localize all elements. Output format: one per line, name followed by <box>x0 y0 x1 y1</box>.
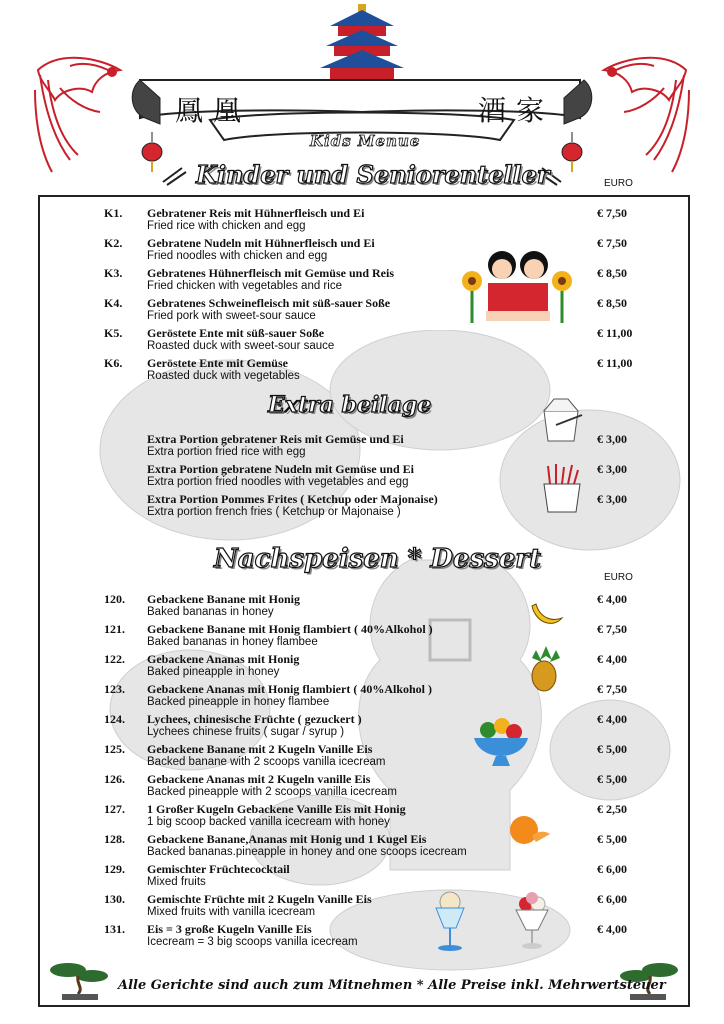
item-name-english: Roasted duck with vegetables <box>147 370 300 382</box>
item-price: € 7,50 <box>597 682 627 696</box>
menu-item <box>0 236 724 266</box>
item-price: € 3,00 <box>597 492 627 506</box>
menu-item <box>0 832 724 862</box>
extra-section-title: Extra beilage <box>268 392 432 418</box>
item-name-english: Baked bananas in honey flambee <box>147 636 318 648</box>
dessert-section-title: Nachspeisen * Dessert <box>214 544 541 574</box>
item-name-german: Gebackene Ananas mit 2 Kugeln vanille Eis <box>147 772 371 786</box>
item-name-english: Backed pineapple with 2 scoops vanilla icecream <box>147 786 397 798</box>
bonsai-left-icon <box>48 958 114 1002</box>
item-name-german: Gebackene Banane mit 2 Kugeln Vanille Eis <box>147 742 373 756</box>
menu-item <box>0 862 724 892</box>
item-name-english: Backed banane with 2 scoops vanilla icecream <box>147 756 386 768</box>
item-price: € 3,00 <box>597 462 627 476</box>
item-price: € 7,50 <box>597 206 627 220</box>
menu-item <box>0 592 724 622</box>
item-name-german: Lychees, chinesische Früchte ( gezuckert ) <box>147 712 362 726</box>
item-number: 123. <box>104 682 125 696</box>
item-name-english: Extra portion fried rice with egg <box>147 446 306 458</box>
item-name-german: Gebratenes Schweinefleisch mit süß-sauer Soße <box>147 296 391 310</box>
item-name-german: Geröstete Ente mit Gemüse <box>147 356 288 370</box>
item-price: € 8,50 <box>597 266 627 280</box>
takeout-box-icon <box>536 395 586 443</box>
menu-item <box>0 892 724 922</box>
menu-item <box>0 266 724 296</box>
item-number: 128. <box>104 832 125 846</box>
item-name-german: Gebackene Banane mit Honig <box>147 592 301 606</box>
menu-item <box>0 326 724 356</box>
item-number: K5. <box>104 326 123 340</box>
currency-label-dessert: EURO <box>604 572 633 583</box>
item-name-english: Extra portion french fries ( Ketchup or Majonaise ) <box>147 506 401 518</box>
item-name-english: Roasted duck with sweet-sour sauce <box>147 340 335 352</box>
item-price: € 11,00 <box>597 326 633 340</box>
chopsticks-left-icon <box>163 168 186 185</box>
item-price: € 7,50 <box>597 236 627 250</box>
chinese-name-left: 鳳凰 <box>175 94 252 127</box>
pineapple-icon <box>522 642 570 694</box>
item-name-english: 1 big scoop backed vanilla icecream with honey <box>147 816 390 828</box>
item-number: 120. <box>104 592 125 606</box>
phoenix-right-icon <box>604 58 689 172</box>
item-name-german: Gebackene Banane mit Honig flambiert ( 40%Alkohol ) <box>147 622 433 636</box>
item-name-german: Extra Portion gebratener Reis mit Gemüse und Ei <box>147 432 404 446</box>
item-name-german: Gebackene Ananas mit Honig <box>147 652 300 666</box>
sundae-icon <box>430 888 470 954</box>
phoenix-left-icon <box>35 58 120 172</box>
item-number: K1. <box>104 206 123 220</box>
item-price: € 5,00 <box>597 772 627 786</box>
menu-item <box>0 432 724 462</box>
kinder-section-title: Kinder und Seniorenteller <box>196 160 550 189</box>
lantern-left-icon <box>142 132 162 172</box>
item-number: 124. <box>104 712 125 726</box>
item-name-german: Gebratener Reis mit Hühnerfleisch und Ei <box>147 206 365 220</box>
item-name-english: Lychees chinese fruits ( sugar / syrup ) <box>147 726 345 738</box>
item-price: € 4,00 <box>597 922 627 936</box>
menu-item <box>0 922 724 952</box>
item-name-german: 1 Großer Kugeln Gebackene Vanille Eis mit Honig <box>147 802 406 816</box>
item-name-german: Extra Portion gebratene Nudeln mit Gemüse und Ei <box>147 462 414 476</box>
item-price: € 5,00 <box>597 742 627 756</box>
item-price: € 11,00 <box>597 356 633 370</box>
item-name-german: Gebackene Ananas mit Honig flambiert ( 40%Alkohol ) <box>147 682 433 696</box>
item-name-english: Baked bananas in honey <box>147 606 274 618</box>
item-number: 129. <box>104 862 125 876</box>
footer-note: Alle Gerichte sind auch zum Mitnehmen * Alle Preise inkl. Mehrwertsteuer <box>118 978 666 993</box>
item-number: K2. <box>104 236 123 250</box>
menu-item <box>0 296 724 326</box>
fruit-bowl-icon <box>470 716 532 768</box>
item-price: € 4,00 <box>597 652 627 666</box>
item-number: 126. <box>104 772 125 786</box>
item-name-english: Mixed fruits with vanilla icecream <box>147 906 316 918</box>
menu-item <box>0 682 724 712</box>
item-number: 122. <box>104 652 125 666</box>
item-name-english: Backed bananas.pineapple in honey and one scoops icecream <box>147 846 467 858</box>
menu-item <box>0 742 724 772</box>
item-name-english: Mixed fruits <box>147 876 206 888</box>
menu-item <box>0 492 724 522</box>
item-number: 121. <box>104 622 125 636</box>
item-name-english: Fried rice with chicken and egg <box>147 220 306 232</box>
item-price: € 8,50 <box>597 296 627 310</box>
item-name-german: Eis = 3 große Kugeln Vanille Eis <box>147 922 312 936</box>
item-number: 130. <box>104 892 125 906</box>
item-name-german: Gemischte Früchte mit 2 Kugeln Vanille Eis <box>147 892 372 906</box>
item-number: K6. <box>104 356 123 370</box>
item-name-english: Fried noodles with chicken and egg <box>147 250 328 262</box>
item-price: € 5,00 <box>597 832 627 846</box>
menu-item <box>0 206 724 236</box>
item-number: K3. <box>104 266 123 280</box>
menu-item <box>0 652 724 682</box>
menu-title: Kids Menue <box>310 132 421 150</box>
banana-icon <box>528 596 564 630</box>
item-price: € 7,50 <box>597 622 627 636</box>
item-name-german: Extra Portion Pommes Frites ( Ketchup oder Majonaise) <box>147 492 438 506</box>
french-fries-icon <box>540 462 584 514</box>
item-name-german: Geröstete Ente mit süß-sauer Soße <box>147 326 325 340</box>
item-price: € 3,00 <box>597 432 627 446</box>
item-number: K4. <box>104 296 123 310</box>
item-price: € 6,00 <box>597 862 627 876</box>
item-number: 127. <box>104 802 125 816</box>
item-price: € 4,00 <box>597 592 627 606</box>
menu-item <box>0 712 724 742</box>
item-name-english: Fried chicken with vegetables and rice <box>147 280 342 292</box>
item-name-english: Icecream = 3 big scoops vanilla icecream <box>147 936 358 948</box>
item-name-german: Gebratenes Hühnerfleisch mit Gemüse und Reis <box>147 266 394 280</box>
item-name-english: Fried pork with sweet-sour sauce <box>147 310 316 322</box>
children-reading-icon <box>458 247 578 327</box>
item-price: € 2,50 <box>597 802 627 816</box>
menu-item <box>0 772 724 802</box>
item-number: 125. <box>104 742 125 756</box>
item-price: € 6,00 <box>597 892 627 906</box>
item-name-german: Gebratene Nudeln mit Hühnerfleisch und Ei <box>147 236 375 250</box>
menu-item <box>0 356 724 386</box>
menu-item <box>0 462 724 492</box>
item-name-english: Backed pineapple in honey flambee <box>147 696 330 708</box>
item-name-english: Extra portion fried noodles with vegetables and egg <box>147 476 409 488</box>
menu-item <box>0 622 724 652</box>
item-name-german: Gemischter Früchtecocktail <box>147 862 290 876</box>
lantern-right-icon <box>562 132 582 172</box>
item-name-english: Baked pineapple in honey <box>147 666 280 678</box>
item-number: 131. <box>104 922 125 936</box>
item-name-german: Gebackene Banane,Ananas mit Honig und 1 Kugel Eis <box>147 832 427 846</box>
menu-item <box>0 802 724 832</box>
orange-icon <box>506 808 552 850</box>
currency-label: EURO <box>604 178 633 189</box>
chinese-name-right: 酒家 <box>478 94 555 127</box>
item-price: € 4,00 <box>597 712 627 726</box>
ice-cream-cup-icon <box>512 890 552 950</box>
